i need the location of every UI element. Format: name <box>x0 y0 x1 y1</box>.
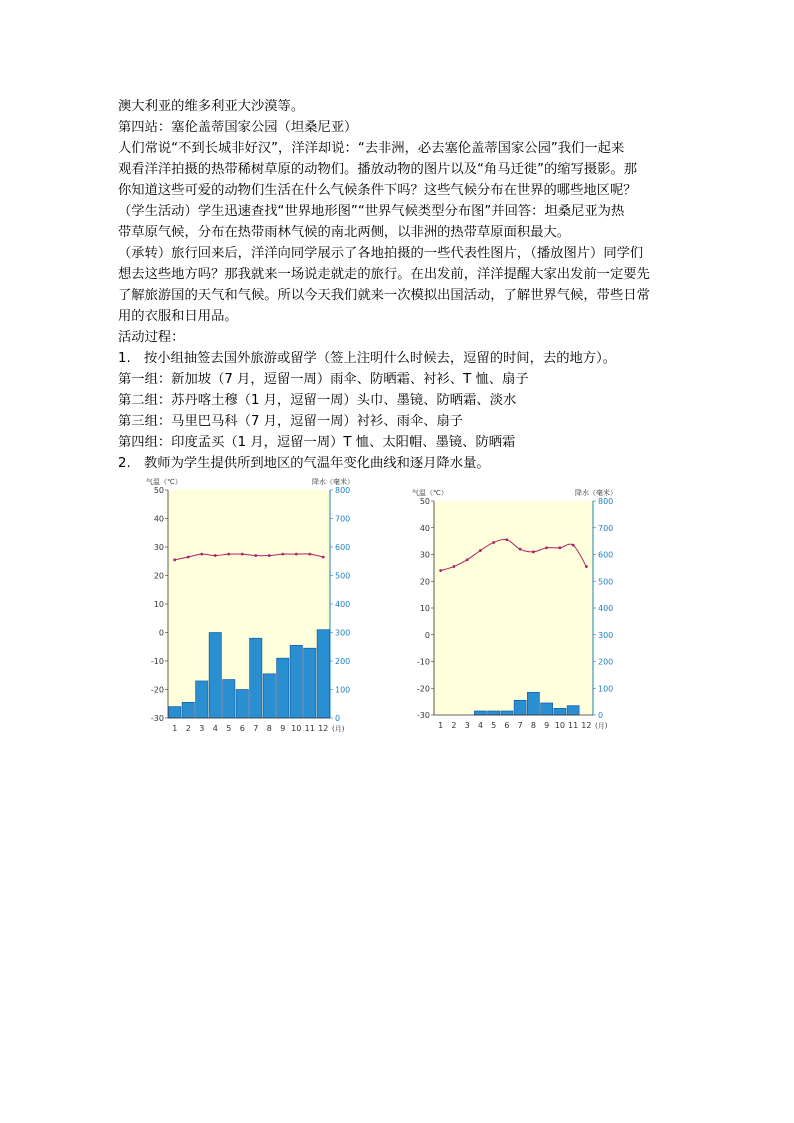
month-label: 8 <box>266 724 272 733</box>
precipitation-tick-label: 400 <box>335 600 351 609</box>
temperature-point <box>173 558 176 561</box>
precipitation-tick-label: 300 <box>598 630 614 640</box>
plot-area <box>434 501 593 715</box>
precipitation-bar <box>236 690 248 719</box>
paragraph: 用的衣服和日用品。 <box>118 309 238 324</box>
month-label: 12 <box>318 724 329 733</box>
temperature-point <box>281 553 284 556</box>
temperature-point <box>452 565 455 568</box>
month-label: 2 <box>185 724 191 733</box>
temperature-point <box>295 553 298 556</box>
temperature-tick-label: 50 <box>419 497 430 506</box>
month-label: 9 <box>544 721 550 730</box>
paragraph: 澳大利亚的维多利亚大沙漠等。 <box>118 99 305 114</box>
temperature-point <box>214 554 217 557</box>
group-line: 第一组：新加坡（7 月，逗留一周）雨伞、防晒霜、衬衫、T 恤、扇子 <box>118 372 529 387</box>
month-label: 11 <box>304 724 315 733</box>
climate-chart-2 <box>408 486 618 736</box>
precipitation-bar <box>196 681 208 718</box>
group-line: 第三组：马里巴马科（7 月，逗留一周）衬衫、雨伞、扇子 <box>118 414 464 429</box>
precipitation-tick-label: 500 <box>598 577 614 587</box>
precipitation-tick-label: 700 <box>598 523 614 533</box>
temperature-point <box>585 565 588 568</box>
precipitation-bar <box>277 658 289 718</box>
precipitation-bar <box>169 707 181 718</box>
list-number: 2. <box>118 456 131 471</box>
temperature-tick-label: 10 <box>419 604 430 613</box>
precipitation-tick-label: 0 <box>598 711 604 720</box>
month-label: 5 <box>491 721 497 730</box>
temperature-point <box>200 553 203 556</box>
month-label: 6 <box>239 724 245 733</box>
climate-charts <box>138 472 638 742</box>
temperature-point <box>558 546 561 549</box>
temperature-tick-label: 50 <box>153 486 164 495</box>
temperature-tick-label: 20 <box>419 577 430 587</box>
temperature-tick-label: -10 <box>416 657 430 667</box>
month-label: 2 <box>451 721 457 730</box>
precipitation-tick-label: 500 <box>335 571 351 581</box>
precipitation-bar <box>488 711 500 715</box>
paragraph: 活动过程： <box>118 330 185 345</box>
temperature-point <box>492 541 495 544</box>
temperature-point <box>322 556 325 559</box>
precipitation-bar <box>567 706 579 715</box>
precipitation-tick-label: 400 <box>598 604 614 613</box>
temperature-point <box>572 544 575 547</box>
list-text: 按小组抽签去国外旅游或留学（签上注明什么时候去，逗留的时间，去的地方）。 <box>144 351 617 366</box>
month-label: 6 <box>504 721 510 730</box>
temperature-point <box>268 554 271 557</box>
precipitation-tick-label: 800 <box>335 486 351 495</box>
precipitation-bar <box>474 711 486 715</box>
temperature-tick-label: 0 <box>424 630 430 640</box>
month-label: 9 <box>280 724 286 733</box>
paragraph: （承转）旅行回来后，洋洋向同学展示了各地拍摄的一些代表性图片，（播放图片）同学们 <box>118 246 644 261</box>
precipitation-tick-label: 200 <box>598 657 614 667</box>
temperature-tick-label: -30 <box>416 711 430 720</box>
temperature-tick-label: -20 <box>150 685 164 695</box>
temperature-point <box>439 569 442 572</box>
precipitation-bar <box>290 645 302 718</box>
section-heading: 第四站：塞伦盖蒂国家公园（坦桑尼亚） <box>118 120 358 135</box>
temperature-tick-label: 30 <box>419 550 430 560</box>
precipitation-bar <box>304 648 316 718</box>
temperature-tick-label: -20 <box>416 684 430 694</box>
paragraph: 人们常说“不到长城非好汉”，洋洋却说：“去非洲，必去塞伦盖蒂国家公园”我们一起来 <box>118 141 625 156</box>
document-body <box>118 96 688 474</box>
temperature-point <box>241 553 244 556</box>
list-text: 教师为学生提供所到地区的气温年变化曲线和逐月降水量。 <box>144 456 490 471</box>
precipitation-tick-label: 0 <box>335 714 341 723</box>
precipitation-tick-label: 200 <box>335 657 351 666</box>
precipitation-bar <box>182 702 194 718</box>
temperature-point <box>479 549 482 552</box>
precipitation-tick-label: 600 <box>598 550 614 560</box>
month-unit-label: (月) <box>595 722 608 730</box>
paragraph: 了解旅游国的天气和气候。所以今天我们就来一次模拟出国活动，了解世界气候，带些日常 <box>118 288 650 303</box>
precipitation-bar <box>514 700 526 715</box>
temperature-point <box>519 548 522 551</box>
list-item <box>118 453 688 474</box>
month-label: 1 <box>438 721 444 730</box>
precipitation-bar <box>250 638 262 718</box>
temperature-point <box>505 538 508 541</box>
precipitation-tick-label: 100 <box>598 684 614 694</box>
precipitation-tick-label: 600 <box>335 543 351 552</box>
temperature-point <box>227 553 230 556</box>
temperature-tick-label: 10 <box>153 600 164 609</box>
month-label: 3 <box>199 724 205 733</box>
precipitation-bar <box>554 708 566 715</box>
precipitation-tick-label: 800 <box>598 497 614 506</box>
temperature-tick-label: -10 <box>150 657 164 666</box>
month-label: 8 <box>530 721 536 730</box>
temperature-axis-label: 气温（℃） <box>412 489 448 497</box>
month-label: 7 <box>517 721 523 730</box>
precipitation-tick-label: 100 <box>335 685 351 695</box>
temperature-point <box>466 558 469 561</box>
precipitation-bar <box>501 711 513 715</box>
group-line: 第四组：印度孟买（1 月，逗留一周）T 恤、太阳帽、墨镜、防晒霜 <box>118 435 516 450</box>
precipitation-tick-label: 700 <box>335 514 351 524</box>
temperature-point <box>532 550 535 553</box>
precipitation-tick-label: 300 <box>335 628 351 638</box>
paragraph: 带草原气候，分布在热带雨林气候的南北两侧，以非洲的热带草原面积最大。 <box>118 225 571 240</box>
month-label: 10 <box>291 724 302 733</box>
temperature-tick-label: 30 <box>153 543 164 552</box>
paragraph: （学生活动）学生迅速查找“世界地形图”“世界气候类型分布图”并回答：坦桑尼亚为热 <box>118 204 625 219</box>
precipitation-bar <box>317 630 329 718</box>
temperature-axis-label: 气温（℃） <box>146 478 182 486</box>
month-label: 3 <box>464 721 470 730</box>
temperature-tick-label: 40 <box>153 514 164 524</box>
list-item <box>118 348 688 369</box>
precipitation-bar <box>263 674 275 718</box>
precipitation-axis-label: 降水（毫米） <box>312 478 354 486</box>
month-label: 5 <box>226 724 232 733</box>
temperature-point <box>308 553 311 556</box>
precipitation-axis-label: 降水（毫米） <box>575 489 617 497</box>
temperature-tick-label: -30 <box>150 714 164 723</box>
month-label: 7 <box>253 724 259 733</box>
precipitation-bar <box>223 680 235 718</box>
month-label: 4 <box>477 721 483 730</box>
month-unit-label: (月) <box>332 725 345 733</box>
group-line: 第二组：苏丹喀土穆（1 月，逗留一周）头巾、墨镜、防晒霜、淡水 <box>118 393 517 408</box>
precipitation-bar <box>527 692 539 715</box>
precipitation-bar <box>209 633 221 719</box>
month-label: 11 <box>568 721 579 730</box>
temperature-point <box>545 546 548 549</box>
month-label: 4 <box>212 724 218 733</box>
month-label: 12 <box>581 721 592 730</box>
precipitation-bar <box>541 703 553 715</box>
paragraph: 想去这些地方吗？那我就来一场说走就走的旅行。在出发前，洋洋提醒大家出发前一定要先 <box>118 267 650 282</box>
list-number: 1. <box>118 351 131 366</box>
paragraph: 你知道这些可爱的动物们生活在什么气候条件下吗？这些气候分布在世界的哪些地区呢？ <box>118 183 637 198</box>
temperature-point <box>254 554 257 557</box>
month-label: 10 <box>554 721 565 730</box>
temperature-tick-label: 40 <box>419 523 430 533</box>
paragraph: 观看洋洋拍摄的热带稀树草原的动物们。播放动物的图片以及“角马迁徙”的缩写摄影。那 <box>118 162 638 177</box>
climate-chart-1 <box>138 472 358 737</box>
temperature-tick-label: 0 <box>158 628 164 638</box>
temperature-point <box>187 556 190 559</box>
month-label: 1 <box>172 724 178 733</box>
temperature-tick-label: 20 <box>153 571 164 581</box>
